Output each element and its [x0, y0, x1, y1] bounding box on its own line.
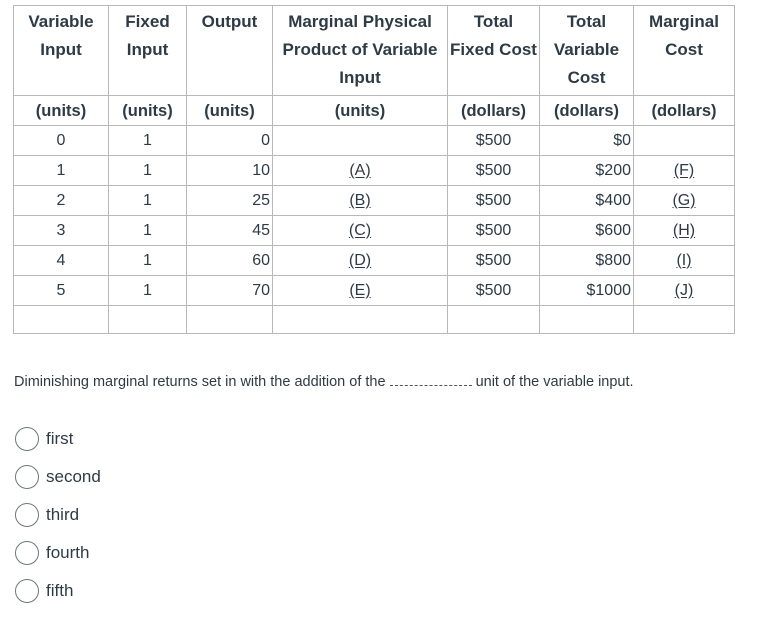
option-third[interactable]: [15, 496, 101, 534]
header-row: [14, 6, 735, 96]
table-row: [14, 186, 735, 216]
header-line: Marginal: [649, 12, 719, 31]
header-line: Input: [126, 40, 169, 59]
question-after: unit of the variable input.: [475, 374, 634, 390]
option-label: second: [46, 467, 101, 486]
table-header: [14, 6, 735, 126]
table-cell: 2: [14, 186, 109, 216]
table-cell: [634, 306, 735, 334]
table-cell: 1: [14, 156, 109, 186]
option-fifth[interactable]: [15, 572, 101, 610]
table-cell: $400: [540, 186, 634, 216]
table-cell: 0: [14, 126, 109, 156]
radio-fourth[interactable]: [15, 541, 39, 565]
header-line: Variable: [28, 12, 94, 31]
radio-third[interactable]: [15, 503, 39, 527]
answer-blank: [390, 384, 472, 386]
table-body: [14, 126, 735, 334]
table-cell: $500: [448, 186, 540, 216]
table-cell: 3: [14, 216, 109, 246]
column-header: [14, 6, 109, 96]
table-cell: $0: [540, 126, 634, 156]
header-line: Cost: [665, 40, 703, 59]
table-cell: [273, 216, 448, 246]
header-line: Cost: [567, 68, 606, 87]
cost-table-container: [13, 5, 735, 334]
table-cell: [448, 306, 540, 334]
option-first[interactable]: [15, 420, 101, 458]
table-cell: [273, 186, 448, 216]
table-cell: [540, 306, 634, 334]
radio-fifth[interactable]: [15, 579, 39, 603]
table-cell: $500: [448, 246, 540, 276]
table-row: [14, 216, 735, 246]
column-unit: (units): [273, 96, 448, 126]
table-cell: $200: [540, 156, 634, 186]
column-unit: (dollars): [448, 96, 540, 126]
header-line: Input: [40, 40, 82, 59]
table-cell: [634, 216, 735, 246]
column-header: [187, 6, 273, 96]
units-row: [14, 96, 735, 126]
header-line: Input: [339, 68, 381, 87]
header-line: Marginal Physical: [288, 12, 432, 31]
table-cell: 0: [187, 126, 273, 156]
table-cell: 5: [14, 276, 109, 306]
column-unit: (dollars): [540, 96, 634, 126]
table-cell: [273, 126, 448, 156]
table-cell: [273, 276, 448, 306]
cell-label: (A): [349, 161, 371, 179]
table-cell: 1: [109, 216, 187, 246]
cell-label: (I): [676, 251, 692, 269]
table-cell: [14, 306, 109, 334]
header-line: Variable: [553, 40, 620, 59]
table-cell: $500: [448, 156, 540, 186]
table-cell: $800: [540, 246, 634, 276]
option-fourth[interactable]: [15, 534, 101, 572]
column-unit: (units): [187, 96, 273, 126]
table-cell: [273, 246, 448, 276]
cell-label: (D): [348, 251, 372, 269]
table-cell: $1000: [540, 276, 634, 306]
column-header: [448, 6, 540, 96]
table-row: [14, 276, 735, 306]
table-cell: $600: [540, 216, 634, 246]
column-unit: (dollars): [634, 96, 735, 126]
column-header: [109, 6, 187, 96]
table-cell: 1: [109, 156, 187, 186]
cell-label: (F): [673, 161, 695, 179]
column-header: [540, 6, 634, 96]
table-cell: [273, 306, 448, 334]
header-line: Product of Variable: [282, 40, 438, 59]
cost-table: [13, 5, 735, 334]
cell-label: (C): [348, 221, 372, 239]
answer-options: [15, 420, 101, 610]
table-cell: [273, 156, 448, 186]
table-row: [14, 126, 735, 156]
cell-label: (J): [674, 281, 694, 299]
table-cell: $500: [448, 126, 540, 156]
column-unit: (units): [109, 96, 187, 126]
option-label: third: [46, 505, 80, 524]
radio-first[interactable]: [15, 427, 39, 451]
table-cell: 1: [109, 276, 187, 306]
option-second[interactable]: [15, 458, 101, 496]
table-cell: 1: [109, 126, 187, 156]
table-cell: 4: [14, 246, 109, 276]
cell-label: (G): [672, 191, 696, 209]
header-line: Total: [566, 12, 607, 31]
header-line: Fixed Cost: [450, 40, 537, 59]
table-cell: 60: [187, 246, 273, 276]
table-cell: [634, 276, 735, 306]
table-cell: $500: [448, 276, 540, 306]
cell-label: (E): [349, 281, 371, 299]
table-cell: 70: [187, 276, 273, 306]
option-label: fifth: [46, 581, 74, 600]
table-cell: [634, 156, 735, 186]
table-cell: 1: [109, 246, 187, 276]
table-cell: [634, 186, 735, 216]
cell-label: (H): [672, 221, 696, 239]
radio-second[interactable]: [15, 465, 39, 489]
table-cell: 45: [187, 216, 273, 246]
option-label: first: [46, 429, 74, 448]
table-cell: [634, 246, 735, 276]
header-line: Fixed: [125, 12, 170, 31]
table-cell: [109, 306, 187, 334]
table-cell: [187, 306, 273, 334]
cell-label: (B): [349, 191, 371, 209]
question-before: Diminishing marginal returns set in with the addition of the: [14, 374, 386, 390]
table-cell: 1: [109, 186, 187, 216]
table-row: [14, 246, 735, 276]
table-cell: 10: [187, 156, 273, 186]
table-cell: $500: [448, 216, 540, 246]
column-header: [634, 6, 735, 96]
table-row: [14, 156, 735, 186]
table-cell: 25: [187, 186, 273, 216]
option-label: fourth: [46, 543, 90, 562]
table-row: [14, 306, 735, 334]
header-line: Total: [473, 12, 514, 31]
header-line: Output: [201, 12, 258, 31]
column-unit: (units): [14, 96, 109, 126]
table-cell: [634, 126, 735, 156]
column-header: [273, 6, 448, 96]
question-text: [14, 374, 634, 390]
